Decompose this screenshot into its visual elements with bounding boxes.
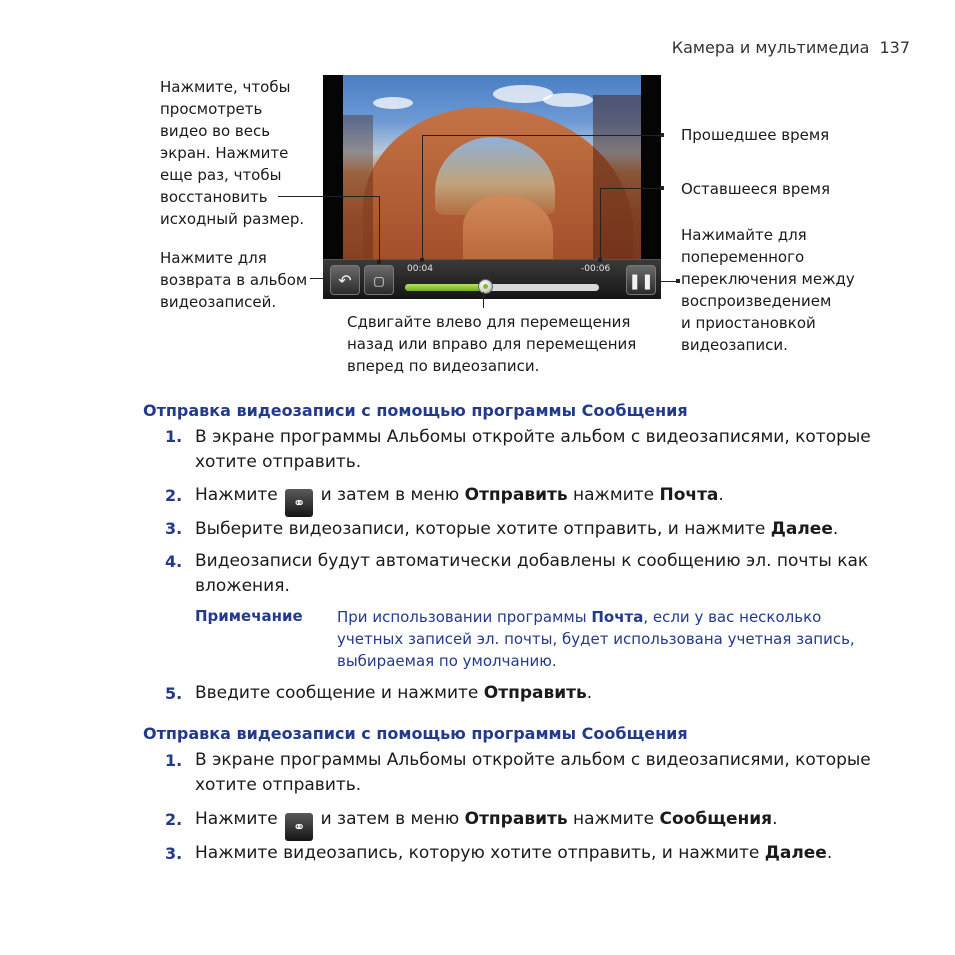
step-number: 2. xyxy=(165,810,183,829)
share-icon: ⚭ xyxy=(285,489,313,517)
seek-slider-fill xyxy=(405,284,485,291)
share-icon: ⚭ xyxy=(285,813,313,841)
step-text: Введите сообщение и нажмите Отправить. xyxy=(195,683,593,703)
callout-slider: Сдвигайте влево для перемещения назад или вправо для перемещения вперед по видеозаписи. xyxy=(347,313,637,375)
seek-slider-track[interactable] xyxy=(405,284,599,291)
step-text: Нажмите ⚭ и затем в меню Отправить нажмите Почта. xyxy=(195,483,885,517)
pause-icon[interactable]: ❚❚ xyxy=(626,265,656,295)
step-number: 1. xyxy=(165,751,183,770)
running-head xyxy=(560,38,910,57)
step-text: Видеозаписи будут автоматически добавлены к сообщению эл. почты как вложения. xyxy=(195,551,869,596)
note-text: При использовании программы Почта, если у вас несколько учетных записей эл. почты, будет использована учетная запись, выбираемая по умолчанию. xyxy=(337,608,855,670)
section-title: Отправка видеозаписи с помощью программы Сообщения xyxy=(143,401,688,420)
step-number: 3. xyxy=(165,519,183,538)
step-text: Нажмите ⚭ и затем в меню Отправить нажмите Сообщения. xyxy=(195,807,885,841)
section-title: Отправка видеозаписи с помощью программы Сообщения xyxy=(143,724,688,743)
callout-fullscreen: Нажмите, чтобы просмотреть видео во весь экран. Нажмите еще раз, чтобы восстановить исходный размер. xyxy=(160,78,305,228)
step-number: 1. xyxy=(165,427,183,446)
step-text: В экране программы Альбомы откройте альбом с видеозаписями, которые хотите отправить. xyxy=(195,750,871,795)
step-number: 2. xyxy=(165,486,183,505)
video-player-screenshot xyxy=(323,75,661,299)
callout-remaining-time: Оставшееся время xyxy=(681,180,830,198)
chapter-title: Камера и мультимедиа xyxy=(671,38,870,57)
step-text: Нажмите видеозапись, которую хотите отправить, и нажмите Далее. xyxy=(195,843,833,863)
reply-arrow-icon[interactable]: ↶ xyxy=(330,265,360,295)
step-text: В экране программы Альбомы откройте альбом с видеозаписями, которые хотите отправить. xyxy=(195,427,871,472)
page-number: 137 xyxy=(879,38,910,57)
note-label: Примечание xyxy=(195,607,303,625)
step-number: 3. xyxy=(165,844,183,863)
fullscreen-icon[interactable]: ▢ xyxy=(364,265,394,295)
elapsed-time: 00:04 xyxy=(407,264,433,274)
step-number: 4. xyxy=(165,552,183,571)
step-number: 5. xyxy=(165,684,183,703)
callout-pause: Нажимайте для попеременного переключения между воспроизведением и приостановкой видеозаписи. xyxy=(681,226,855,354)
remaining-time: -00:06 xyxy=(581,264,611,274)
callout-back: Нажмите для возврата в альбом видеозаписей. xyxy=(160,249,308,311)
seek-slider-handle[interactable] xyxy=(478,279,493,294)
player-control-bar xyxy=(323,259,661,299)
step-text: Выберите видеозаписи, которые хотите отправить, и нажмите Далее. xyxy=(195,519,839,539)
callout-elapsed-time: Прошедшее время xyxy=(681,126,830,144)
